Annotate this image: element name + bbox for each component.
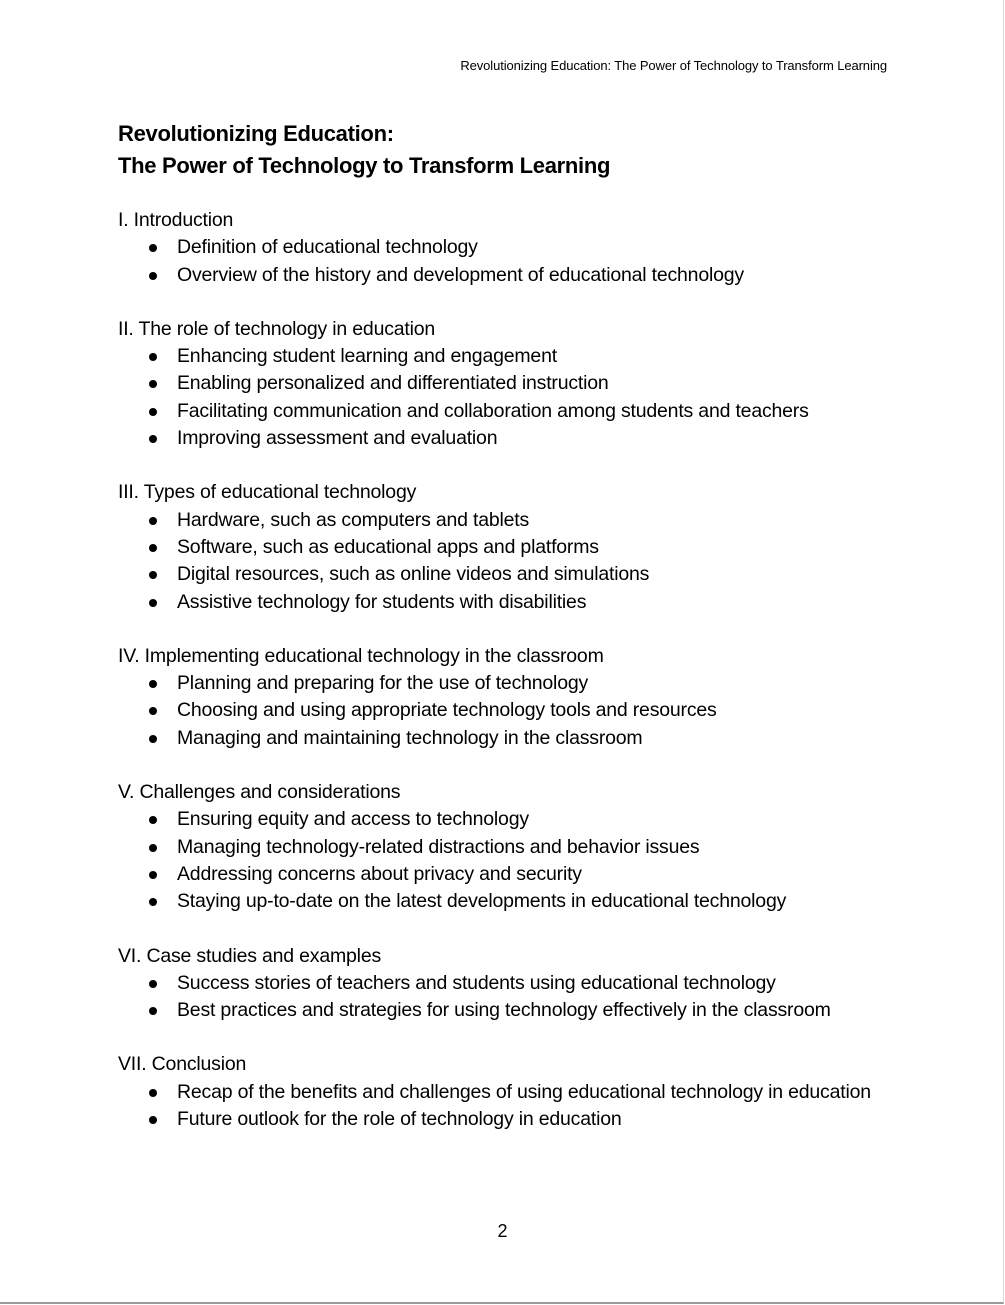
bullet-icon xyxy=(149,1007,157,1015)
bullet-icon xyxy=(149,735,157,743)
page-number: 2 xyxy=(497,1221,508,1241)
bullet-text: Choosing and using appropriate technology tools and resources xyxy=(177,699,717,722)
bullet-icon xyxy=(149,871,157,879)
bullet-item xyxy=(118,970,898,997)
bullet-text: Digital resources, such as online videos and simulations xyxy=(177,563,650,586)
bullet-icon xyxy=(149,517,157,525)
bullet-list xyxy=(118,806,898,915)
section-heading: II. The role of technology in education xyxy=(118,317,436,340)
section-heading: V. Challenges and considerations xyxy=(118,781,401,804)
section-heading: III. Types of educational technology xyxy=(118,481,417,504)
document-title xyxy=(118,118,610,182)
bullet-item xyxy=(118,1079,898,1106)
section-challenges xyxy=(118,779,898,915)
bullet-text: Software, such as educational apps and platforms xyxy=(177,535,599,558)
bullet-icon xyxy=(149,980,157,988)
bullet-item xyxy=(118,697,898,724)
bullet-icon xyxy=(149,353,157,361)
bullet-text: Enabling personalized and differentiated instruction xyxy=(177,372,609,395)
bullet-item xyxy=(118,589,898,616)
bullet-icon xyxy=(149,544,157,552)
running-header: Revolutionizing Education: The Power of Technology to Transform Learning xyxy=(460,58,887,73)
bullet-item xyxy=(118,561,898,588)
bullet-text: Improving assessment and evaluation xyxy=(177,427,498,450)
section-heading: I. Introduction xyxy=(118,209,234,231)
bullet-item xyxy=(118,370,898,397)
bullet-item xyxy=(118,834,898,861)
section-case-studies xyxy=(118,943,898,1025)
bullet-text: Planning and preparing for the use of technology xyxy=(177,672,589,695)
bullet-icon xyxy=(149,816,157,824)
bullet-item xyxy=(118,343,898,370)
bullet-icon xyxy=(149,244,157,252)
bullet-list xyxy=(118,234,898,289)
bullet-icon xyxy=(149,599,157,607)
bullet-text: Facilitating communication and collaboration among students and teachers xyxy=(177,399,809,422)
bullet-item xyxy=(118,725,898,752)
section-role-of-technology xyxy=(118,316,898,452)
bullet-item xyxy=(118,398,898,425)
bullet-text: Definition of educational technology xyxy=(177,236,478,259)
bullet-icon xyxy=(149,898,157,906)
bullet-text: Managing and maintaining technology in the classroom xyxy=(177,726,643,749)
bullet-text: Ensuring equity and access to technology xyxy=(177,808,529,831)
bullet-icon xyxy=(149,408,157,416)
section-introduction xyxy=(118,207,898,289)
bullet-text: Recap of the benefits and challenges of using educational technology in education xyxy=(177,1080,871,1103)
bullet-list xyxy=(118,1079,898,1134)
bullet-icon xyxy=(149,707,157,715)
section-heading: VII. Conclusion xyxy=(118,1053,247,1076)
bullet-item xyxy=(118,425,898,452)
bullet-text: Staying up-to-date on the latest developments in educational technology xyxy=(177,890,787,913)
bullet-icon xyxy=(149,680,157,688)
bullet-item xyxy=(118,507,898,534)
bullet-icon xyxy=(149,435,157,443)
bullet-item xyxy=(118,997,898,1024)
bullet-item xyxy=(118,806,898,833)
bullet-text: Hardware, such as computers and tablets xyxy=(177,508,530,531)
bullet-item xyxy=(118,534,898,561)
bullet-list xyxy=(118,343,898,452)
bullet-text: Best practices and strategies for using technology effectively in the classroom xyxy=(177,999,831,1022)
bullet-list xyxy=(118,970,898,1025)
bullet-item xyxy=(118,1106,898,1133)
bullet-icon xyxy=(149,844,157,852)
bullet-text: Enhancing student learning and engagement xyxy=(177,345,557,368)
bullet-text: Overview of the history and development of educational technology xyxy=(177,263,744,286)
title-line-1: Revolutionizing Education: xyxy=(118,121,394,146)
section-heading: IV. Implementing educational technology in the classroom xyxy=(118,644,604,667)
bullet-item xyxy=(118,234,898,261)
outline xyxy=(118,207,898,1160)
section-types-of-technology xyxy=(118,479,898,615)
bullet-text: Future outlook for the role of technology in education xyxy=(177,1108,622,1131)
bullet-item xyxy=(118,888,898,915)
bullet-icon xyxy=(149,571,157,579)
bullet-list xyxy=(118,507,898,616)
bullet-text: Addressing concerns about privacy and security xyxy=(177,862,582,885)
title-line-2: The Power of Technology to Transform Learning xyxy=(118,153,611,178)
bullet-item xyxy=(118,861,898,888)
bullet-list xyxy=(118,670,898,752)
section-implementing-technology xyxy=(118,643,898,752)
bullet-text: Success stories of teachers and students using educational technology xyxy=(177,971,776,994)
bullet-icon xyxy=(149,272,157,280)
bullet-item xyxy=(118,262,898,289)
bullet-item xyxy=(118,670,898,697)
section-heading: VI. Case studies and examples xyxy=(118,944,382,967)
bullet-text: Assistive technology for students with disabilities xyxy=(177,590,587,613)
bullet-text: Managing technology-related distractions and behavior issues xyxy=(177,835,700,858)
bullet-icon xyxy=(149,1089,157,1097)
section-conclusion xyxy=(118,1051,898,1133)
bullet-icon xyxy=(149,1116,157,1124)
bullet-icon xyxy=(149,380,157,388)
